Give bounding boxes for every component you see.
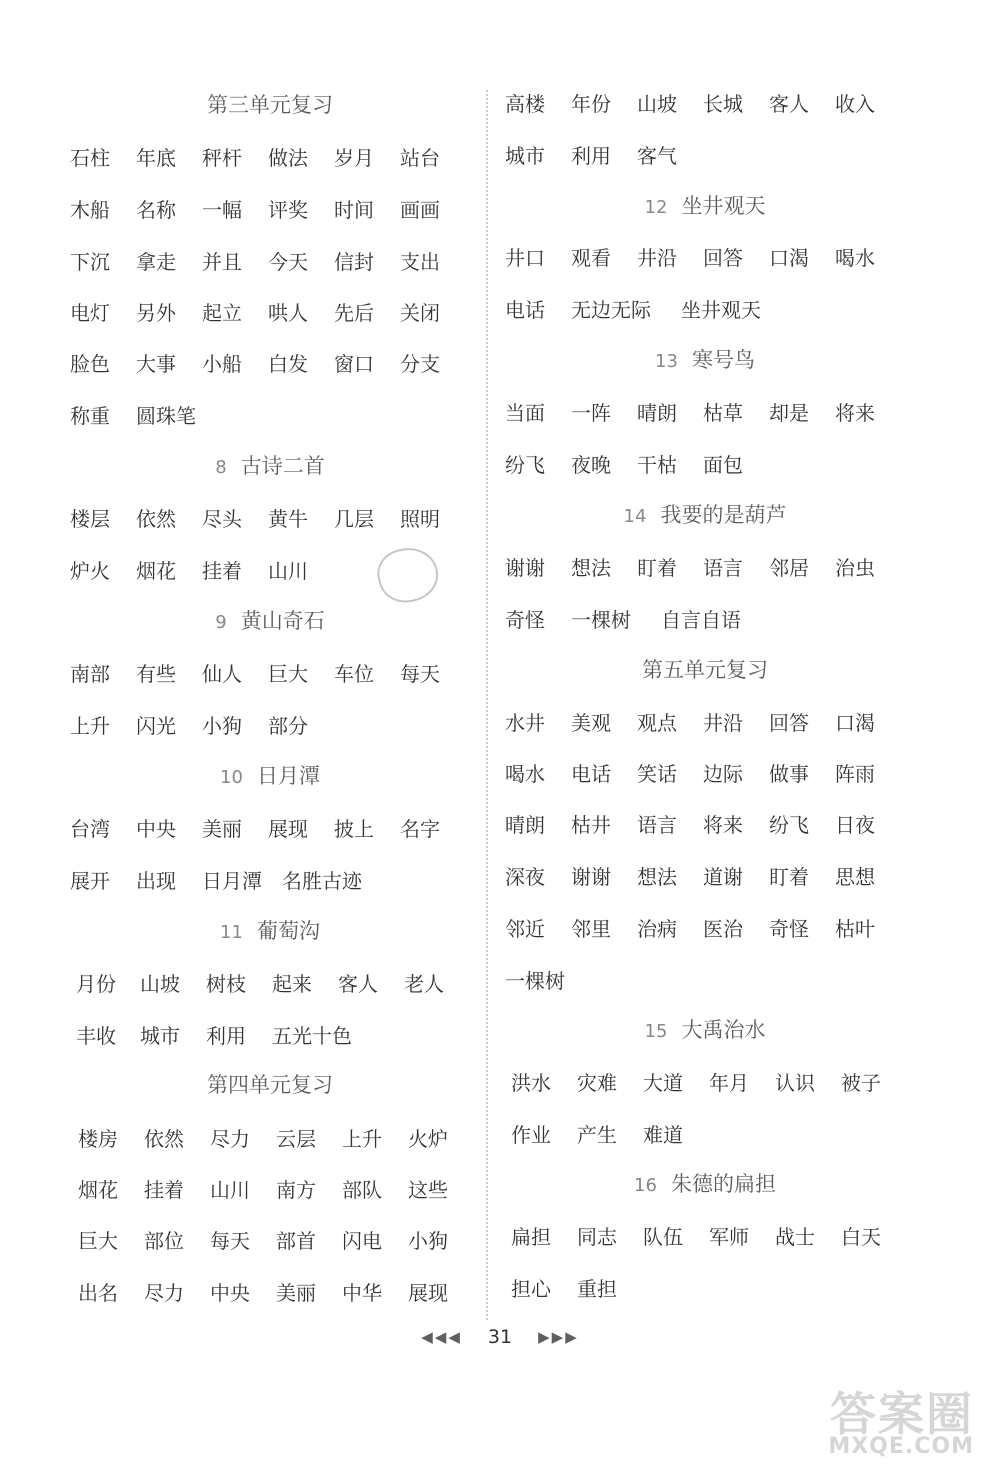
prev-arrows-icon: ◀◀◀ (421, 1328, 462, 1346)
word: 谢谢 (505, 556, 545, 580)
word: 云层 (276, 1127, 316, 1151)
word: 挂着 (144, 1178, 184, 1202)
unit3-title: 第三单元复习 (207, 93, 333, 117)
lesson-number: 9 (215, 612, 227, 633)
word: 医治 (703, 917, 743, 941)
word: 小船 (202, 352, 242, 376)
word: 回答 (703, 246, 743, 270)
word: 大事 (136, 352, 176, 376)
word: 画画 (400, 198, 440, 222)
word: 电话 (505, 298, 545, 322)
lesson-number: 8 (215, 457, 227, 478)
word: 尽头 (202, 507, 242, 531)
unit4-heading (70, 1070, 470, 1100)
word: 木船 (70, 198, 110, 222)
word: 岁月 (334, 146, 374, 170)
lesson-title: 坐井观天 (681, 194, 766, 218)
word: 做法 (268, 146, 308, 170)
word: 利用 (571, 144, 611, 168)
word: 边际 (703, 762, 743, 786)
word: 月份 (76, 972, 116, 996)
word: 盯着 (769, 865, 809, 889)
lesson-title: 寒号鸟 (691, 348, 755, 372)
word: 当面 (505, 401, 545, 425)
word: 闪电 (342, 1229, 382, 1253)
lesson15-heading (505, 1015, 905, 1047)
watermark-logo: 答案圈 (830, 1387, 974, 1441)
word: 出现 (136, 869, 176, 893)
word: 回答 (769, 711, 809, 735)
word: 年底 (136, 146, 176, 170)
word: 楼房 (78, 1127, 118, 1151)
word: 自言自语 (661, 608, 741, 632)
lesson-number: 10 (220, 767, 243, 788)
lesson-number: 12 (644, 197, 668, 218)
word: 名胜古迹 (282, 869, 362, 893)
word: 喝水 (505, 762, 545, 786)
word: 有些 (136, 662, 176, 686)
word: 部分 (268, 714, 308, 738)
word: 车位 (334, 662, 374, 686)
word: 脸色 (70, 352, 110, 376)
word: 五光十色 (272, 1024, 352, 1048)
word: 无边无际 (571, 298, 651, 322)
word: 邻近 (505, 917, 545, 941)
word: 山川 (268, 559, 308, 583)
word: 哄人 (268, 301, 308, 325)
word: 日夜 (835, 813, 875, 837)
word: 电话 (571, 762, 611, 786)
word: 阵雨 (835, 762, 875, 786)
word: 名字 (400, 817, 440, 841)
word: 奇怪 (769, 917, 809, 941)
word: 年月 (709, 1071, 749, 1095)
word: 纷飞 (505, 453, 545, 477)
word: 依然 (144, 1127, 184, 1151)
word: 小狗 (408, 1229, 448, 1253)
word: 楼层 (70, 507, 110, 531)
word: 枯草 (703, 401, 743, 425)
word: 道谢 (703, 865, 743, 889)
word: 洪水 (511, 1071, 551, 1095)
unit4-title: 第四单元复习 (207, 1073, 333, 1097)
lesson-number: 16 (634, 1175, 657, 1196)
word: 部首 (276, 1229, 316, 1253)
word: 炉火 (70, 559, 110, 583)
page-number: 31 (487, 1326, 513, 1348)
word: 认识 (775, 1071, 815, 1095)
word: 拿走 (136, 250, 176, 274)
lesson-title: 日月潭 (256, 764, 320, 788)
word: 树枝 (206, 972, 246, 996)
word: 南方 (276, 1178, 316, 1202)
word: 白天 (841, 1225, 881, 1249)
word: 队伍 (643, 1225, 683, 1249)
lesson-number: 13 (655, 351, 678, 372)
word: 一幅 (202, 198, 242, 222)
word: 将来 (835, 401, 875, 425)
word: 另外 (136, 301, 176, 325)
lesson14-heading (505, 500, 905, 532)
word: 观看 (571, 246, 611, 270)
word: 却是 (769, 401, 809, 425)
word: 高楼 (505, 92, 545, 116)
word: 尽力 (210, 1127, 250, 1151)
unit5-heading (505, 655, 905, 685)
word: 战士 (775, 1225, 815, 1249)
word: 秤杆 (202, 146, 242, 170)
word: 想法 (571, 556, 611, 580)
word: 一阵 (571, 401, 611, 425)
word: 盯着 (637, 556, 677, 580)
word: 想法 (637, 865, 677, 889)
word: 干枯 (637, 453, 677, 477)
word: 治虫 (835, 556, 875, 580)
word: 照明 (400, 507, 440, 531)
word: 水井 (505, 711, 545, 735)
word: 深夜 (505, 865, 545, 889)
word: 起立 (202, 301, 242, 325)
lesson-title: 葡萄沟 (256, 919, 320, 943)
word: 上升 (70, 714, 110, 738)
word: 邻里 (571, 917, 611, 941)
word: 年份 (571, 92, 611, 116)
word: 观点 (637, 711, 677, 735)
word: 奇怪 (505, 608, 545, 632)
word: 思想 (835, 865, 875, 889)
word: 小狗 (202, 714, 242, 738)
word: 电灯 (70, 301, 110, 325)
word: 难道 (643, 1123, 683, 1147)
word: 展现 (408, 1281, 448, 1305)
word: 一棵树 (571, 608, 631, 632)
word: 城市 (140, 1024, 180, 1048)
word: 圆珠笔 (136, 404, 196, 428)
unit3-heading (70, 90, 470, 120)
lesson12-heading (505, 191, 905, 223)
lesson8-heading (70, 451, 470, 483)
word: 口渴 (835, 711, 875, 735)
word: 这些 (408, 1178, 448, 1202)
word: 同志 (577, 1225, 617, 1249)
word: 井沿 (703, 711, 743, 735)
word: 并且 (202, 250, 242, 274)
word: 客气 (637, 144, 677, 168)
word: 扁担 (511, 1225, 551, 1249)
word: 治病 (637, 917, 677, 941)
lesson9-heading (70, 606, 470, 638)
word: 窗口 (334, 352, 374, 376)
word: 晴朗 (505, 813, 545, 837)
page-footer (0, 1322, 1000, 1352)
word: 军师 (709, 1225, 749, 1249)
word: 出名 (78, 1281, 118, 1305)
word: 关闭 (400, 301, 440, 325)
word: 晴朗 (637, 401, 677, 425)
word: 台湾 (70, 817, 110, 841)
unit5-title: 第五单元复习 (642, 658, 768, 682)
word: 口渴 (769, 246, 809, 270)
word: 邻居 (769, 556, 809, 580)
lesson-number: 15 (644, 1021, 668, 1042)
word: 面包 (703, 453, 743, 477)
word: 美观 (571, 711, 611, 735)
word: 评奖 (268, 198, 308, 222)
word: 城市 (505, 144, 545, 168)
word: 山川 (210, 1178, 250, 1202)
lesson16-heading (505, 1169, 905, 1201)
word: 闪光 (136, 714, 176, 738)
word: 依然 (136, 507, 176, 531)
word: 站台 (400, 146, 440, 170)
word: 夜晚 (571, 453, 611, 477)
lesson-title: 朱德的扁担 (670, 1172, 776, 1196)
lesson-number: 11 (220, 922, 243, 943)
word: 每天 (400, 662, 440, 686)
word: 客人 (769, 92, 809, 116)
word: 井口 (505, 246, 545, 270)
word: 大道 (643, 1071, 683, 1095)
word: 枯井 (571, 813, 611, 837)
word: 语言 (637, 813, 677, 837)
word: 展现 (268, 817, 308, 841)
word: 担心 (511, 1277, 551, 1301)
word: 每天 (210, 1229, 250, 1253)
word: 仙人 (202, 662, 242, 686)
word: 南部 (70, 662, 110, 686)
word: 被子 (841, 1071, 881, 1095)
word: 信封 (334, 250, 374, 274)
word: 烟花 (136, 559, 176, 583)
lesson10-heading (70, 761, 470, 793)
word: 灾难 (577, 1071, 617, 1095)
word: 中央 (210, 1281, 250, 1305)
lesson-number: 14 (623, 506, 647, 527)
word: 收入 (835, 92, 875, 116)
word: 客人 (338, 972, 378, 996)
word: 称重 (70, 404, 110, 428)
word: 喝水 (835, 246, 875, 270)
word: 山坡 (637, 92, 677, 116)
lesson-title: 古诗二首 (240, 454, 325, 478)
next-arrows-icon: ▶▶▶ (538, 1328, 579, 1346)
column-divider (486, 90, 488, 1320)
word: 日月潭 (202, 869, 262, 893)
word: 部位 (144, 1229, 184, 1253)
word: 烟花 (78, 1178, 118, 1202)
word: 白发 (268, 352, 308, 376)
word: 火炉 (408, 1127, 448, 1151)
stamp-watermark (372, 542, 443, 609)
word: 利用 (206, 1024, 246, 1048)
lesson-title: 大禹治水 (681, 1018, 766, 1042)
word: 山坡 (140, 972, 180, 996)
word: 支出 (400, 250, 440, 274)
word: 上升 (342, 1127, 382, 1151)
word: 巨大 (78, 1229, 118, 1253)
lesson-title: 黄山奇石 (240, 609, 325, 633)
word: 枯叶 (835, 917, 875, 941)
word: 尽力 (144, 1281, 184, 1305)
word: 黄牛 (268, 507, 308, 531)
word: 巨大 (268, 662, 308, 686)
word: 中央 (136, 817, 176, 841)
word: 石柱 (70, 146, 110, 170)
lesson11-heading (70, 916, 470, 948)
word: 今天 (268, 250, 308, 274)
word: 重担 (577, 1277, 617, 1301)
word: 起来 (272, 972, 312, 996)
word: 下沉 (70, 250, 110, 274)
word: 做事 (769, 762, 809, 786)
word: 几层 (334, 507, 374, 531)
word: 长城 (703, 92, 743, 116)
word: 将来 (703, 813, 743, 837)
word: 纷飞 (769, 813, 809, 837)
word: 先后 (334, 301, 374, 325)
lesson-title: 我要的是葫芦 (660, 503, 787, 527)
word: 时间 (334, 198, 374, 222)
word: 挂着 (202, 559, 242, 583)
word: 语言 (703, 556, 743, 580)
word: 披上 (334, 817, 374, 841)
word: 作业 (511, 1123, 551, 1147)
word: 部队 (342, 1178, 382, 1202)
word: 笑话 (637, 762, 677, 786)
lesson13-heading (505, 345, 905, 377)
word: 美丽 (276, 1281, 316, 1305)
word: 老人 (404, 972, 444, 996)
word: 展开 (70, 869, 110, 893)
word: 美丽 (202, 817, 242, 841)
word: 一棵树 (505, 969, 565, 993)
word: 谢谢 (571, 865, 611, 889)
word: 坐井观天 (681, 298, 761, 322)
watermark-url: MXQE.COM (828, 1434, 974, 1459)
word: 分支 (400, 352, 440, 376)
word: 名称 (136, 198, 176, 222)
word: 井沿 (637, 246, 677, 270)
word: 中华 (342, 1281, 382, 1305)
word: 丰收 (76, 1024, 116, 1048)
word: 产生 (577, 1123, 617, 1147)
